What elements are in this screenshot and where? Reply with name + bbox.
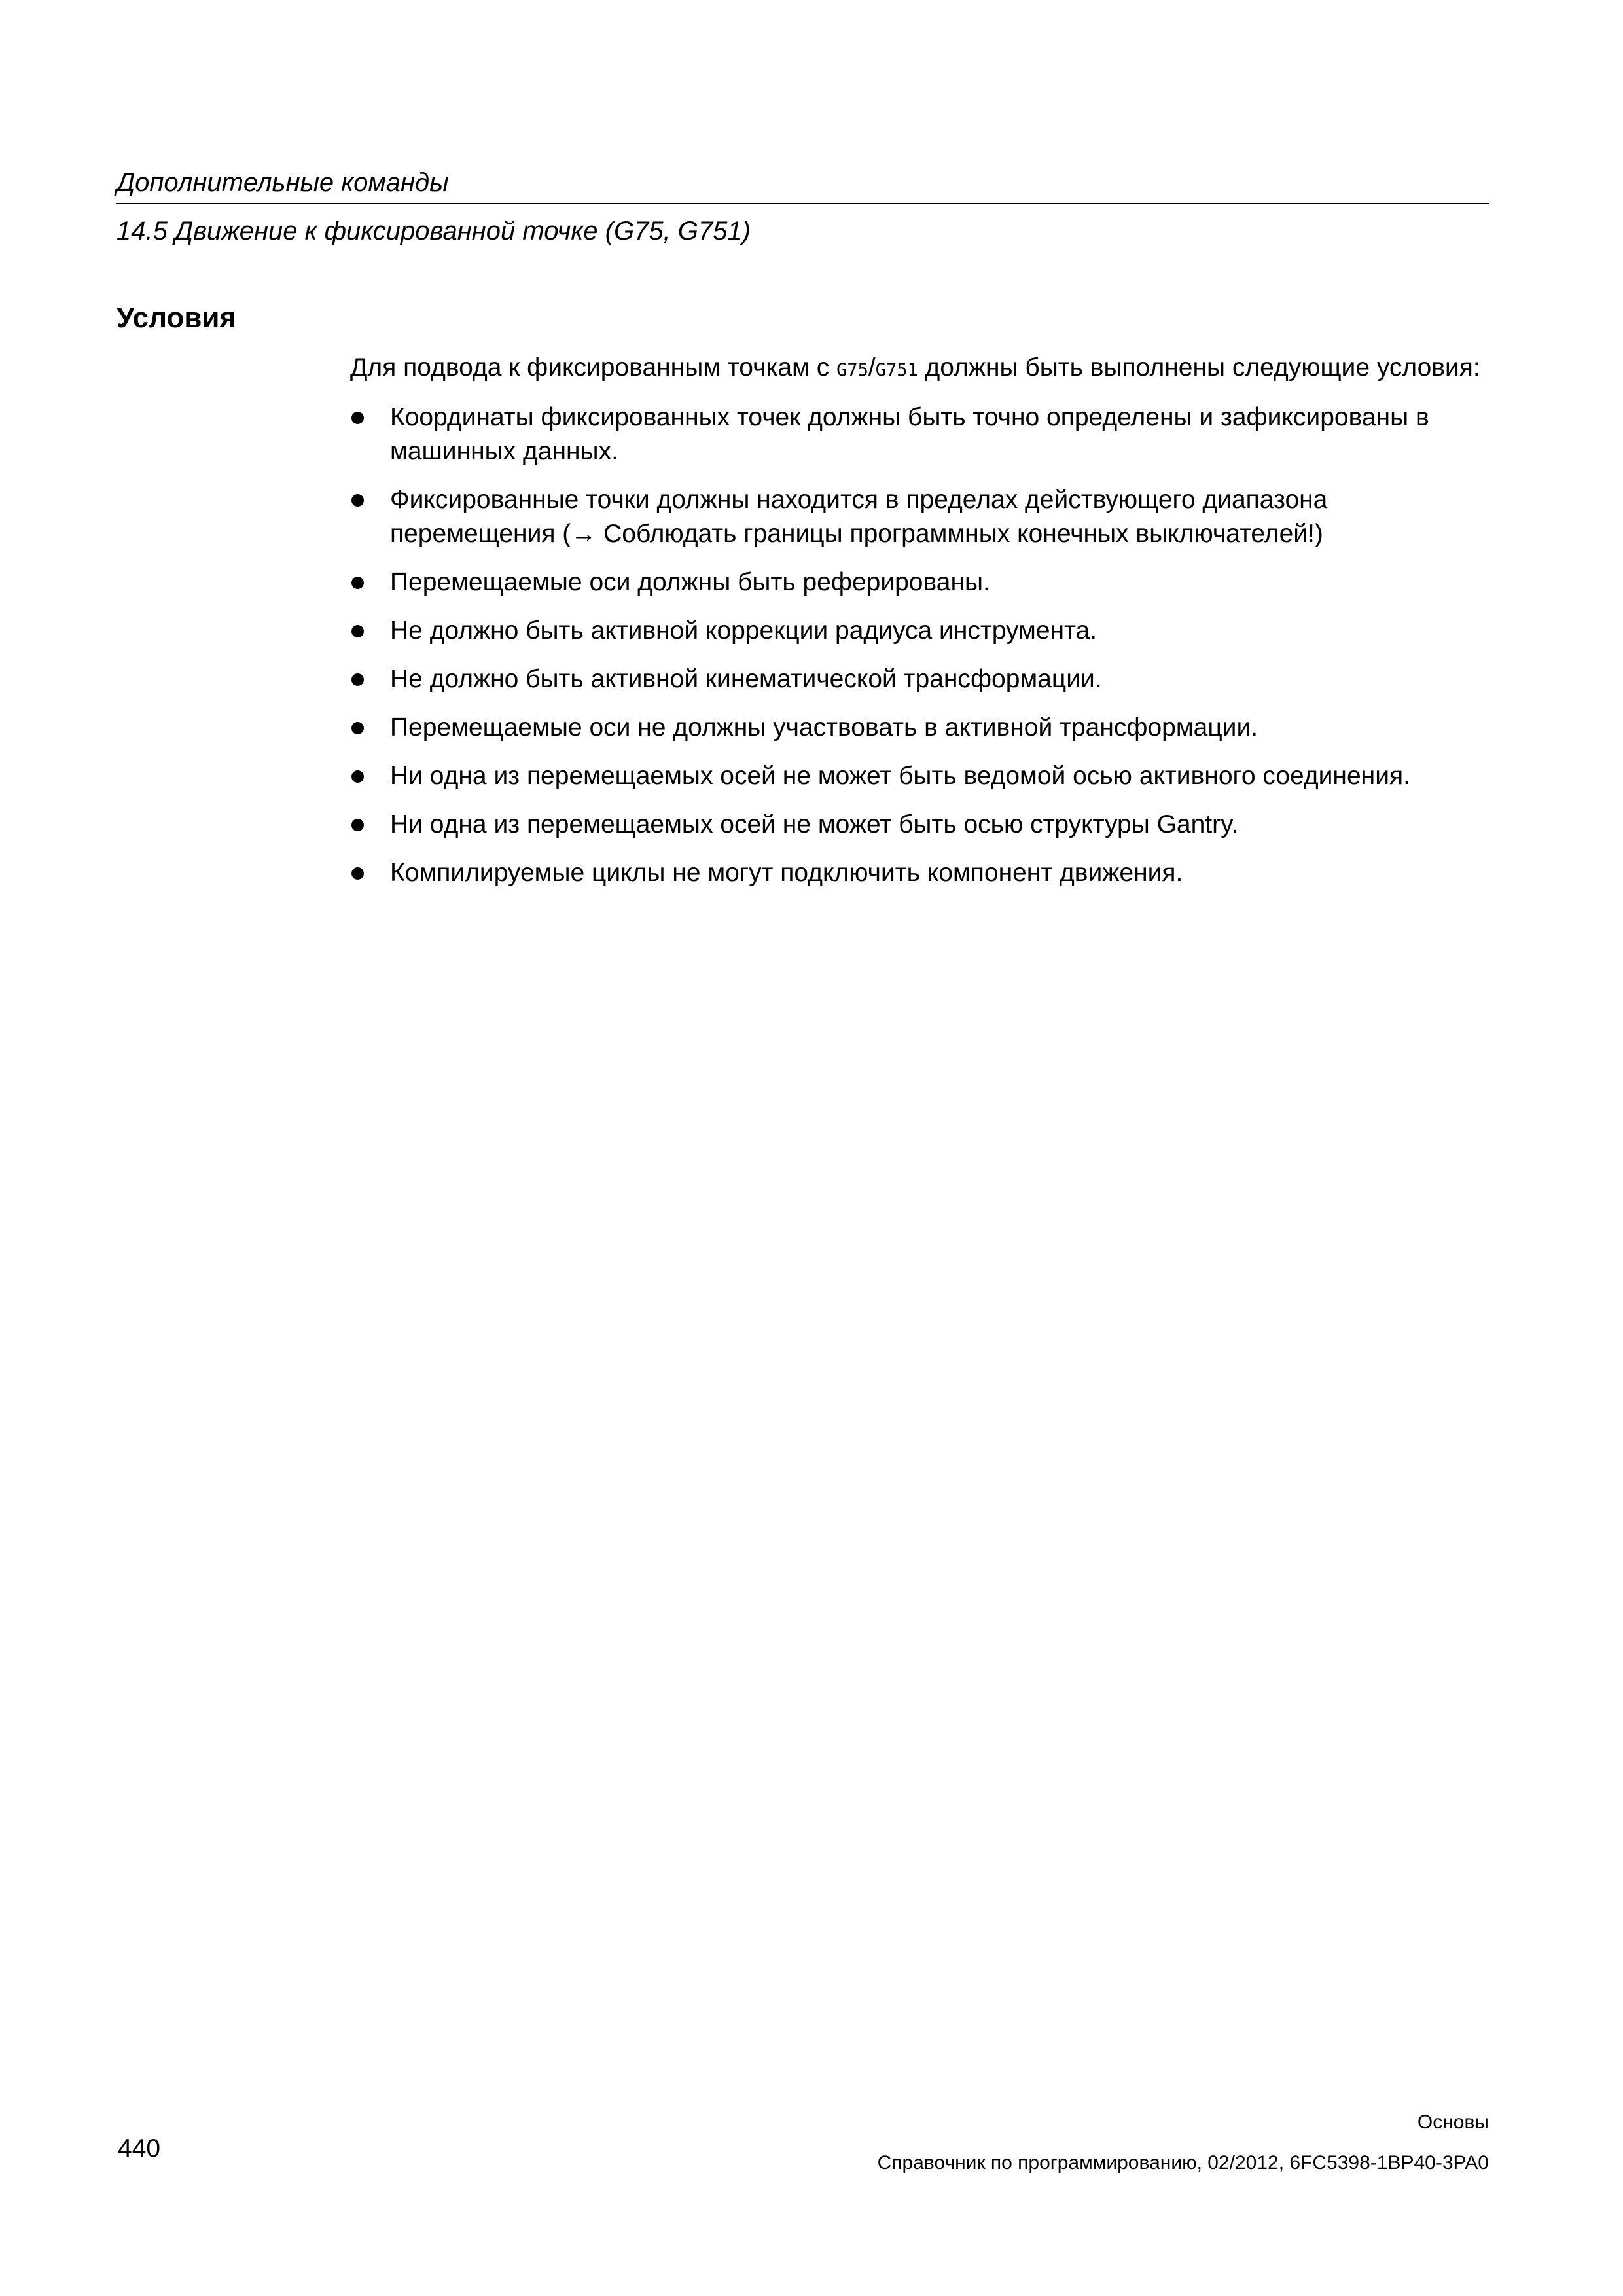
list-item <box>350 565 1489 600</box>
list-item-text: Не должно быть активной коррекции радиуса инструмента. <box>390 617 1097 645</box>
list-item <box>350 662 1489 696</box>
page-header <box>116 165 1489 249</box>
list-item-text: Не должно быть активной кинематической трансформации. <box>390 665 1102 693</box>
intro-paragraph <box>350 351 1489 387</box>
page-number: 440 <box>118 2134 161 2162</box>
footer-reference: Справочник по программированию, 02/2012, 6FC5398-1BP40-3PA0 <box>877 2152 1489 2174</box>
bullet-icon <box>351 494 364 507</box>
list-item-text: Перемещаемые оси должны быть реферированы. <box>390 568 990 596</box>
footer-book-title: Основы <box>1417 2111 1489 2133</box>
bullet-icon <box>351 625 364 637</box>
section-heading: Условия <box>116 302 237 334</box>
list-item-text: Ни одна из перемещаемых осей не может быть осью структуры Gantry. <box>390 810 1239 838</box>
bullet-icon <box>351 867 364 880</box>
bullet-icon <box>351 577 364 589</box>
code-g751: G751 <box>875 360 918 380</box>
intro-text-after: должны быть выполнены следующие условия: <box>918 353 1480 382</box>
list-item <box>350 614 1489 648</box>
list-item-text: Перемещаемые оси не должны участвовать в активной трансформации. <box>390 713 1258 742</box>
bullet-icon <box>351 770 364 783</box>
bullet-icon <box>351 819 364 831</box>
list-item <box>350 856 1489 890</box>
list-item-text: Ни одна из перемещаемых осей не может быть ведомой осью активного соединения. <box>390 762 1410 790</box>
header-chapter-title: Дополнительные команды <box>116 165 1489 204</box>
list-item <box>350 483 1489 551</box>
bullet-icon <box>351 412 364 424</box>
code-g75: G75 <box>836 360 868 380</box>
list-item <box>350 711 1489 745</box>
page-footer <box>878 2102 1489 2183</box>
list-item <box>350 401 1489 469</box>
list-item-text: Координаты фиксированных точек должны быть точно определены и зафиксированы в машинных данных. <box>390 403 1429 465</box>
list-item <box>350 808 1489 842</box>
bullet-icon <box>351 673 364 686</box>
main-content <box>350 351 1489 905</box>
list-item-text: Компилируемые циклы не могут подключить компонент движения. <box>390 859 1183 887</box>
intro-slash: / <box>868 353 876 382</box>
conditions-list <box>350 401 1489 890</box>
header-section-title: 14.5 Движение к фиксированной точке (G75, G751) <box>116 217 751 245</box>
intro-text-before: Для подвода к фиксированным точкам с <box>350 353 837 382</box>
list-item <box>350 759 1489 793</box>
list-item-text: Фиксированные точки должны находится в пределах действующего диапазона перемещения (→ Соблюдать границы программных конечных выключателей!) <box>390 486 1328 548</box>
bullet-icon <box>351 722 364 734</box>
